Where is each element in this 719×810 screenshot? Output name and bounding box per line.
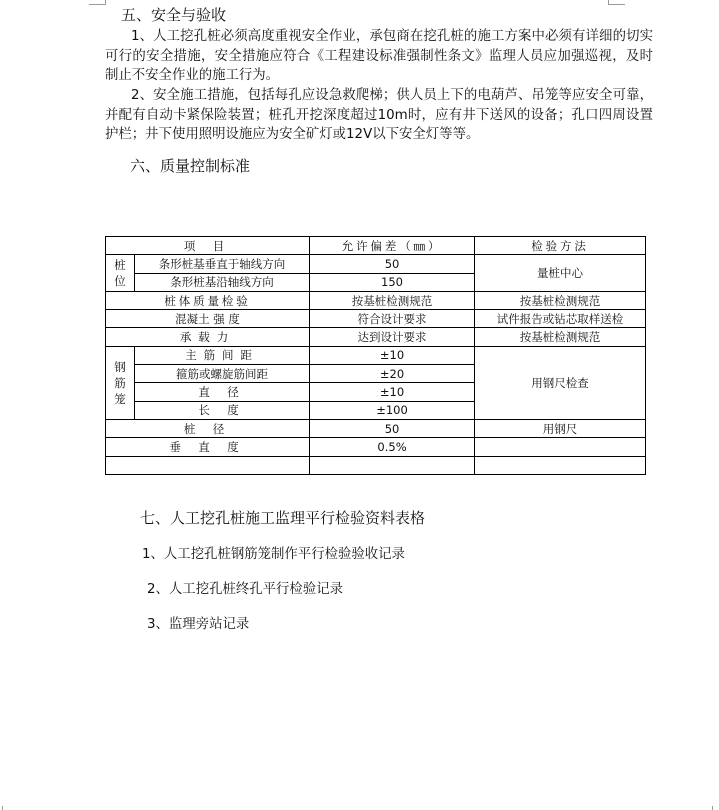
quality-control-table bbox=[105, 236, 646, 475]
row-concrete-item: 混凝土 强 度 bbox=[106, 310, 310, 328]
page-corner-mark-top-left bbox=[89, 0, 106, 5]
row-pile-quality-tolerance: 按基桩检测规范 bbox=[310, 291, 475, 309]
cage-group-text: 钢筋笼 bbox=[114, 359, 126, 406]
table-row bbox=[106, 419, 646, 437]
row-pile-quality-method: 按基桩检测规范 bbox=[475, 291, 646, 309]
row-along-axis-tolerance: 150 bbox=[310, 273, 475, 291]
row-diameter-tolerance: ±10 bbox=[310, 383, 475, 401]
empty-cell bbox=[106, 456, 310, 474]
table-row bbox=[106, 328, 646, 346]
empty-cell bbox=[310, 456, 475, 474]
section-5-heading: 五、安全与验收 bbox=[121, 6, 227, 24]
section-7-item-2: 2、人工挖孔桩终孔平行检验记录 bbox=[147, 582, 343, 597]
row-bearing-tolerance: 达到设计要求 bbox=[310, 328, 475, 346]
table-row-empty bbox=[106, 456, 646, 474]
table-row bbox=[106, 291, 646, 309]
row-diameter-item: 直 径 bbox=[135, 383, 310, 401]
table-header-row bbox=[106, 237, 646, 255]
row-verticality-tolerance: 0.5% bbox=[310, 438, 475, 456]
empty-cell bbox=[475, 456, 646, 474]
row-stirrup-item: 箍筋或螺旋筋间距 bbox=[135, 365, 310, 383]
header-item: 项 目 bbox=[106, 237, 310, 255]
section-5-paragraph-2: 2、安全施工措施，包括每孔应设急救爬梯；供人员上下的电葫芦、吊笼等应安全可靠，并配有自动卡紧保险装置；桩孔开挖深度超过10m时，应有井下送风的设备；孔口四周设置护栏；井下使用照明设施应为安全矿灯或12V以下安全灯等等。 bbox=[105, 88, 653, 142]
table-row bbox=[106, 255, 646, 273]
pile-position-method: 量桩中心 bbox=[475, 255, 646, 292]
section-7-item-3: 3、监理旁站记录 bbox=[147, 617, 250, 632]
row-length-tolerance: ±100 bbox=[310, 401, 475, 419]
page-corner-mark-bottom-left bbox=[2, 806, 3, 810]
pile-position-group-label bbox=[106, 255, 135, 292]
header-method: 检验方法 bbox=[475, 237, 646, 255]
table-row bbox=[106, 438, 646, 456]
row-bearing-item: 承载力 bbox=[106, 328, 310, 346]
cage-group-label bbox=[106, 346, 135, 419]
row-bearing-method: 按基桩检测规范 bbox=[475, 328, 646, 346]
row-perp-axis-tolerance: 50 bbox=[310, 255, 475, 273]
section-6-heading: 六、质量控制标准 bbox=[130, 157, 251, 175]
header-tolerance: 允许偏差（㎜） bbox=[310, 237, 475, 255]
row-pile-diameter-method: 用钢尺 bbox=[475, 419, 646, 437]
row-pile-diameter-tolerance: 50 bbox=[310, 419, 475, 437]
section-7-item-1: 1、人工挖孔桩钢筋笼制作平行检验验收记录 bbox=[142, 547, 405, 562]
cage-method: 用钢尺检查 bbox=[475, 346, 646, 419]
row-concrete-method: 试件报告或钻芯取样送检 bbox=[475, 310, 646, 328]
row-perp-axis-item: 条形桩基垂直于轴线方向 bbox=[135, 255, 310, 273]
section-5-paragraph-1: 1、人工挖孔桩必须高度重视安全作业，承包商在挖孔桩的施工方案中必须有详细的切实可行的安全措施，安全措施应符合《工程建设标准强制性条文》监理人员应加强巡视，及时制止不安全作业的施工行为。 bbox=[105, 29, 653, 83]
page-corner-mark-bottom-right bbox=[712, 806, 713, 810]
row-main-bar-tolerance: ±10 bbox=[310, 346, 475, 364]
pile-position-group-text: 桩位 bbox=[114, 258, 126, 289]
row-pile-diameter-item: 桩 径 bbox=[106, 419, 310, 437]
row-concrete-tolerance: 符合设计要求 bbox=[310, 310, 475, 328]
section-7-heading: 七、人工挖孔桩施工监理平行检验资料表格 bbox=[140, 509, 426, 527]
row-along-axis-item: 条形桩基沿轴线方向 bbox=[135, 273, 310, 291]
row-verticality-method bbox=[475, 438, 646, 456]
row-main-bar-item: 主筋间距 bbox=[135, 346, 310, 364]
table-row bbox=[106, 310, 646, 328]
row-stirrup-tolerance: ±20 bbox=[310, 365, 475, 383]
row-length-item: 长 度 bbox=[135, 401, 310, 419]
table-row bbox=[106, 346, 646, 364]
row-verticality-item: 垂 直 度 bbox=[106, 438, 310, 456]
row-pile-quality-item: 桩体质量检验 bbox=[106, 291, 310, 309]
page-corner-mark-top-right bbox=[608, 0, 625, 5]
